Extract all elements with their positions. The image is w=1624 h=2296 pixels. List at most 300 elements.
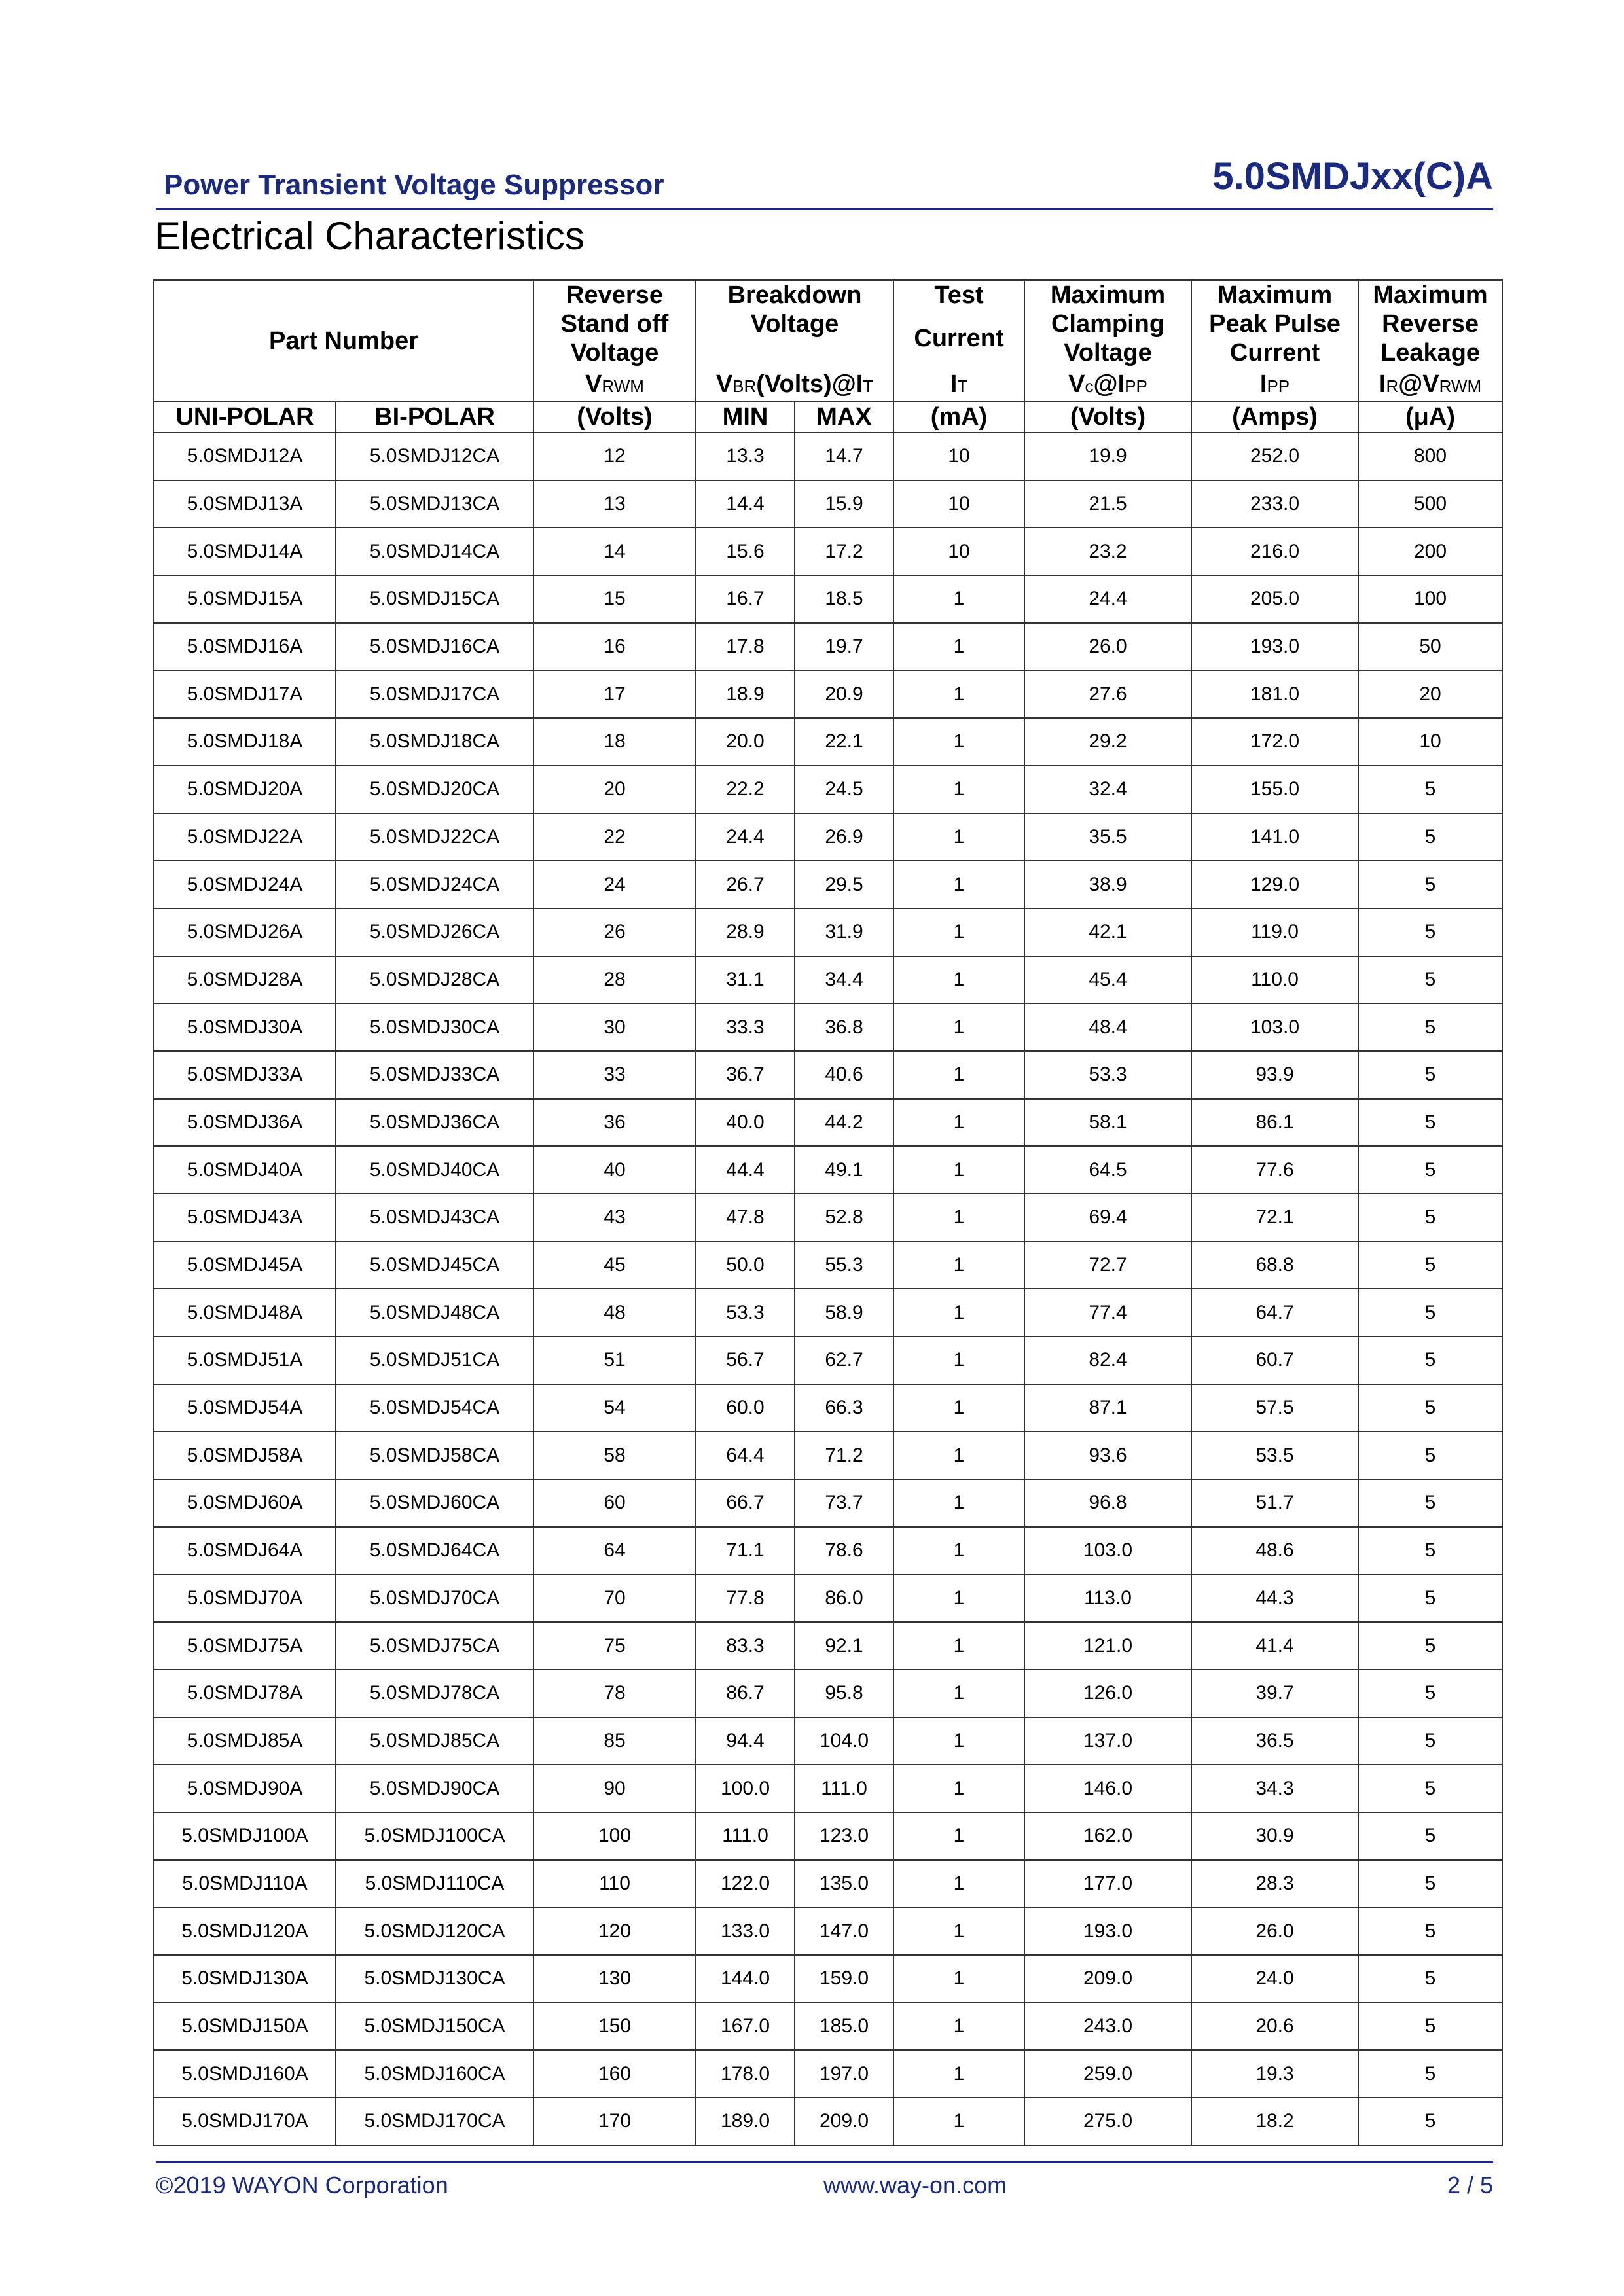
cell-ir: 5	[1358, 1765, 1502, 1812]
cell-uni-polar: 5.0SMDJ85A	[154, 1717, 336, 1765]
cell-uni-polar: 5.0SMDJ160A	[154, 2050, 336, 2098]
cell-ir: 100	[1358, 575, 1502, 623]
cell-vc: 77.4	[1024, 1289, 1191, 1336]
cell-vbr-min: 36.7	[696, 1051, 795, 1099]
cell-ir: 5	[1358, 1717, 1502, 1765]
cell-vbr-min: 28.9	[696, 908, 795, 956]
it-sym: I	[950, 370, 958, 398]
cell-vc: 35.5	[1024, 814, 1191, 861]
cell-bi-polar: 5.0SMDJ18CA	[336, 718, 533, 766]
cell-it: 1	[893, 718, 1024, 766]
cell-vrwm: 58	[533, 1431, 696, 1479]
cell-it: 1	[893, 1575, 1024, 1623]
cell-vbr-max: 26.9	[795, 814, 893, 861]
cell-bi-polar: 5.0SMDJ160CA	[336, 2050, 533, 2098]
cell-vbr-min: 178.0	[696, 2050, 795, 2098]
table-row	[154, 1479, 1502, 1527]
cell-it: 1	[893, 766, 1024, 814]
cell-uni-polar: 5.0SMDJ60A	[154, 1479, 336, 1527]
cell-vbr-max: 34.4	[795, 956, 893, 1004]
cell-vbr-min: 13.3	[696, 433, 795, 480]
table-row	[154, 861, 1502, 908]
cell-ipp: 119.0	[1191, 908, 1358, 956]
cell-vrwm: 22	[533, 814, 696, 861]
vbr-l1: Breakdown	[727, 281, 862, 309]
cell-ipp: 26.0	[1191, 1907, 1358, 1955]
cell-vbr-max: 95.8	[795, 1670, 893, 1717]
cell-uni-polar: 5.0SMDJ45A	[154, 1242, 336, 1289]
cell-ipp: 72.1	[1191, 1194, 1358, 1242]
cell-vbr-max: 159.0	[795, 1955, 893, 2003]
cell-vbr-min: 47.8	[696, 1194, 795, 1242]
cell-vc: 69.4	[1024, 1194, 1191, 1242]
cell-vrwm: 36	[533, 1099, 696, 1147]
cell-vbr-min: 22.2	[696, 766, 795, 814]
ipp-sym: I	[1259, 370, 1267, 398]
cell-bi-polar: 5.0SMDJ170CA	[336, 2098, 533, 2145]
cell-vbr-min: 40.0	[696, 1099, 795, 1147]
cell-ipp: 20.6	[1191, 2003, 1358, 2051]
cell-vbr-max: 197.0	[795, 2050, 893, 2098]
cell-vrwm: 120	[533, 1907, 696, 1955]
cell-it: 1	[893, 623, 1024, 671]
cell-it: 1	[893, 1955, 1024, 2003]
cell-ipp: 39.7	[1191, 1670, 1358, 1717]
cell-vrwm: 78	[533, 1670, 696, 1717]
ipp-l1: Maximum	[1217, 281, 1333, 309]
cell-ipp: 233.0	[1191, 480, 1358, 528]
cell-vrwm: 26	[533, 908, 696, 956]
cell-ipp: 30.9	[1191, 1812, 1358, 1860]
cell-uni-polar: 5.0SMDJ33A	[154, 1051, 336, 1099]
cell-it: 10	[893, 528, 1024, 575]
cell-vc: 275.0	[1024, 2098, 1191, 2145]
ir-l3: Leakage	[1380, 339, 1481, 367]
unit-vc: (Volts)	[1024, 401, 1191, 433]
table-body	[154, 433, 1502, 2145]
cell-vc: 19.9	[1024, 433, 1191, 480]
cell-ipp: 60.7	[1191, 1336, 1358, 1384]
cell-vbr-max: 52.8	[795, 1194, 893, 1242]
cell-vc: 38.9	[1024, 861, 1191, 908]
cell-vbr-max: 55.3	[795, 1242, 893, 1289]
cell-vbr-max: 92.1	[795, 1622, 893, 1670]
cell-vrwm: 12	[533, 433, 696, 480]
electrical-characteristics-table	[153, 279, 1503, 2146]
cell-it: 1	[893, 956, 1024, 1004]
cell-vrwm: 15	[533, 575, 696, 623]
unit-ipp: (Amps)	[1191, 401, 1358, 433]
cell-vc: 82.4	[1024, 1336, 1191, 1384]
cell-vbr-min: 86.7	[696, 1670, 795, 1717]
cell-vbr-min: 83.3	[696, 1622, 795, 1670]
table-row	[154, 1336, 1502, 1384]
cell-vbr-max: 36.8	[795, 1003, 893, 1051]
cell-uni-polar: 5.0SMDJ54A	[154, 1384, 336, 1432]
cell-uni-polar: 5.0SMDJ130A	[154, 1955, 336, 2003]
cell-vbr-max: 147.0	[795, 1907, 893, 1955]
cell-vbr-min: 17.8	[696, 623, 795, 671]
cell-vrwm: 70	[533, 1575, 696, 1623]
cell-ipp: 44.3	[1191, 1575, 1358, 1623]
cell-vrwm: 150	[533, 2003, 696, 2051]
cell-vbr-max: 20.9	[795, 670, 893, 718]
cell-vbr-min: 167.0	[696, 2003, 795, 2051]
table-row	[154, 1289, 1502, 1336]
cell-it: 1	[893, 861, 1024, 908]
cell-ir: 800	[1358, 433, 1502, 480]
cell-vbr-min: 189.0	[696, 2098, 795, 2145]
table-row	[154, 528, 1502, 575]
cell-it: 1	[893, 908, 1024, 956]
cell-ir: 200	[1358, 528, 1502, 575]
cell-vc: 32.4	[1024, 766, 1191, 814]
cell-vbr-min: 111.0	[696, 1812, 795, 1860]
unit-ir: (μA)	[1358, 401, 1502, 433]
header-part-number: Part Number	[154, 280, 533, 401]
cell-ipp: 57.5	[1191, 1384, 1358, 1432]
footer-copyright: ©2019 WAYON Corporation	[156, 2172, 448, 2198]
cell-it: 1	[893, 1527, 1024, 1575]
it-l1: Test	[934, 281, 984, 309]
cell-vbr-max: 73.7	[795, 1479, 893, 1527]
cell-vbr-min: 71.1	[696, 1527, 795, 1575]
cell-bi-polar: 5.0SMDJ130CA	[336, 1955, 533, 2003]
table-row	[154, 2050, 1502, 2098]
cell-ir: 5	[1358, 2003, 1502, 2051]
cell-bi-polar: 5.0SMDJ40CA	[336, 1146, 533, 1194]
cell-vbr-min: 14.4	[696, 480, 795, 528]
cell-vrwm: 170	[533, 2098, 696, 2145]
cell-uni-polar: 5.0SMDJ22A	[154, 814, 336, 861]
cell-vbr-min: 16.7	[696, 575, 795, 623]
cell-it: 1	[893, 1146, 1024, 1194]
cell-ir: 5	[1358, 1431, 1502, 1479]
cell-it: 1	[893, 1907, 1024, 1955]
cell-vc: 103.0	[1024, 1527, 1191, 1575]
cell-vbr-min: 56.7	[696, 1336, 795, 1384]
cell-vbr-max: 71.2	[795, 1431, 893, 1479]
cell-it: 1	[893, 1479, 1024, 1527]
cell-vbr-max: 19.7	[795, 623, 893, 671]
cell-it: 1	[893, 1670, 1024, 1717]
cell-vc: 96.8	[1024, 1479, 1191, 1527]
cell-ir: 5	[1358, 2050, 1502, 2098]
cell-uni-polar: 5.0SMDJ43A	[154, 1194, 336, 1242]
cell-vc: 126.0	[1024, 1670, 1191, 1717]
table-row	[154, 814, 1502, 861]
cell-uni-polar: 5.0SMDJ48A	[154, 1289, 336, 1336]
cell-vc: 72.7	[1024, 1242, 1191, 1289]
cell-vrwm: 75	[533, 1622, 696, 1670]
ir-sub-a: R	[1386, 376, 1399, 396]
header-divider	[156, 208, 1493, 210]
table-row	[154, 1765, 1502, 1812]
cell-vbr-max: 78.6	[795, 1527, 893, 1575]
cell-vrwm: 40	[533, 1146, 696, 1194]
cell-vrwm: 18	[533, 718, 696, 766]
cell-ipp: 155.0	[1191, 766, 1358, 814]
cell-vbr-min: 122.0	[696, 1860, 795, 1908]
cell-vbr-min: 24.4	[696, 814, 795, 861]
cell-vc: 21.5	[1024, 480, 1191, 528]
cell-bi-polar: 5.0SMDJ150CA	[336, 2003, 533, 2051]
cell-bi-polar: 5.0SMDJ90CA	[336, 1765, 533, 1812]
cell-ir: 20	[1358, 670, 1502, 718]
table-row	[154, 718, 1502, 766]
cell-vrwm: 85	[533, 1717, 696, 1765]
cell-it: 10	[893, 480, 1024, 528]
cell-ipp: 53.5	[1191, 1431, 1358, 1479]
cell-bi-polar: 5.0SMDJ20CA	[336, 766, 533, 814]
cell-it: 10	[893, 433, 1024, 480]
cell-ir: 500	[1358, 480, 1502, 528]
cell-bi-polar: 5.0SMDJ70CA	[336, 1575, 533, 1623]
cell-vrwm: 160	[533, 2050, 696, 2098]
cell-uni-polar: 5.0SMDJ90A	[154, 1765, 336, 1812]
header-subtitle: Power Transient Voltage Suppressor	[164, 169, 664, 201]
cell-ipp: 205.0	[1191, 575, 1358, 623]
cell-vbr-max: 111.0	[795, 1765, 893, 1812]
cell-uni-polar: 5.0SMDJ12A	[154, 433, 336, 480]
cell-ipp: 19.3	[1191, 2050, 1358, 2098]
cell-vrwm: 51	[533, 1336, 696, 1384]
cell-ir: 5	[1358, 1003, 1502, 1051]
cell-ipp: 68.8	[1191, 1242, 1358, 1289]
table-row	[154, 575, 1502, 623]
cell-vbr-min: 18.9	[696, 670, 795, 718]
cell-bi-polar: 5.0SMDJ58CA	[336, 1431, 533, 1479]
cell-ir: 5	[1358, 956, 1502, 1004]
ir-sym-b: @V	[1398, 370, 1439, 398]
cell-uni-polar: 5.0SMDJ100A	[154, 1812, 336, 1860]
cell-uni-polar: 5.0SMDJ51A	[154, 1336, 336, 1384]
cell-it: 1	[893, 2003, 1024, 2051]
cell-vc: 26.0	[1024, 623, 1191, 671]
table-row	[154, 2003, 1502, 2051]
footer-page-number: 2 / 5	[1447, 2172, 1493, 2198]
cell-bi-polar: 5.0SMDJ85CA	[336, 1717, 533, 1765]
cell-vc: 121.0	[1024, 1622, 1191, 1670]
cell-vc: 64.5	[1024, 1146, 1191, 1194]
cell-ir: 5	[1358, 1955, 1502, 2003]
cell-vbr-min: 53.3	[696, 1289, 795, 1336]
cell-it: 1	[893, 1336, 1024, 1384]
cell-bi-polar: 5.0SMDJ24CA	[336, 861, 533, 908]
table-row	[154, 1955, 1502, 2003]
cell-uni-polar: 5.0SMDJ30A	[154, 1003, 336, 1051]
cell-vc: 162.0	[1024, 1812, 1191, 1860]
cell-ir: 5	[1358, 1575, 1502, 1623]
cell-ir: 5	[1358, 1336, 1502, 1384]
cell-vc: 87.1	[1024, 1384, 1191, 1432]
cell-ir: 50	[1358, 623, 1502, 671]
cell-ipp: 93.9	[1191, 1051, 1358, 1099]
vbr-l2: Voltage	[750, 310, 839, 338]
table-row	[154, 1003, 1502, 1051]
cell-it: 1	[893, 1860, 1024, 1908]
cell-ipp: 24.0	[1191, 1955, 1358, 2003]
vc-l1: Maximum	[1050, 281, 1166, 309]
cell-bi-polar: 5.0SMDJ78CA	[336, 1670, 533, 1717]
table-row	[154, 623, 1502, 671]
cell-vrwm: 90	[533, 1765, 696, 1812]
cell-bi-polar: 5.0SMDJ60CA	[336, 1479, 533, 1527]
table-row	[154, 956, 1502, 1004]
cell-vc: 137.0	[1024, 1717, 1191, 1765]
cell-vbr-min: 66.7	[696, 1479, 795, 1527]
cell-vbr-min: 133.0	[696, 1907, 795, 1955]
cell-uni-polar: 5.0SMDJ24A	[154, 861, 336, 908]
cell-vc: 24.4	[1024, 575, 1191, 623]
cell-vbr-min: 50.0	[696, 1242, 795, 1289]
header-ipp	[1191, 280, 1358, 401]
cell-ipp: 181.0	[1191, 670, 1358, 718]
cell-ipp: 141.0	[1191, 814, 1358, 861]
cell-uni-polar: 5.0SMDJ70A	[154, 1575, 336, 1623]
cell-it: 1	[893, 2050, 1024, 2098]
cell-ir: 5	[1358, 2098, 1502, 2145]
cell-ir: 5	[1358, 1384, 1502, 1432]
cell-vrwm: 28	[533, 956, 696, 1004]
cell-uni-polar: 5.0SMDJ16A	[154, 623, 336, 671]
cell-vbr-min: 31.1	[696, 956, 795, 1004]
cell-ir: 5	[1358, 1242, 1502, 1289]
cell-ipp: 252.0	[1191, 433, 1358, 480]
cell-bi-polar: 5.0SMDJ48CA	[336, 1289, 533, 1336]
table-row	[154, 1146, 1502, 1194]
cell-bi-polar: 5.0SMDJ51CA	[336, 1336, 533, 1384]
table-row	[154, 908, 1502, 956]
table-row	[154, 1907, 1502, 1955]
cell-ipp: 36.5	[1191, 1717, 1358, 1765]
ir-l1: Maximum	[1373, 281, 1488, 309]
cell-ir: 5	[1358, 1289, 1502, 1336]
table-row	[154, 1670, 1502, 1717]
cell-vrwm: 100	[533, 1812, 696, 1860]
cell-vrwm: 30	[533, 1003, 696, 1051]
cell-vc: 29.2	[1024, 718, 1191, 766]
cell-ir: 5	[1358, 814, 1502, 861]
cell-vbr-min: 144.0	[696, 1955, 795, 2003]
vc-l2: Clamping	[1051, 310, 1165, 338]
cell-ipp: 41.4	[1191, 1622, 1358, 1670]
table-row	[154, 1527, 1502, 1575]
vc-sub-a: c	[1085, 376, 1094, 396]
table-row	[154, 1860, 1502, 1908]
cell-bi-polar: 5.0SMDJ110CA	[336, 1860, 533, 1908]
cell-vc: 58.1	[1024, 1099, 1191, 1147]
cell-ir: 5	[1358, 1099, 1502, 1147]
header-part-family: 5.0SMDJxx(C)A	[1212, 155, 1493, 198]
table-row	[154, 1242, 1502, 1289]
cell-it: 1	[893, 575, 1024, 623]
cell-ir: 5	[1358, 1860, 1502, 1908]
cell-vrwm: 110	[533, 1860, 696, 1908]
header-bi-polar: BI-POLAR	[336, 401, 533, 433]
cell-vrwm: 130	[533, 1955, 696, 2003]
cell-uni-polar: 5.0SMDJ17A	[154, 670, 336, 718]
table-row	[154, 670, 1502, 718]
cell-vc: 243.0	[1024, 2003, 1191, 2051]
cell-bi-polar: 5.0SMDJ12CA	[336, 433, 533, 480]
cell-vbr-min: 20.0	[696, 718, 795, 766]
cell-uni-polar: 5.0SMDJ75A	[154, 1622, 336, 1670]
table-row	[154, 1099, 1502, 1147]
cell-vbr-min: 26.7	[696, 861, 795, 908]
cell-ipp: 172.0	[1191, 718, 1358, 766]
cell-uni-polar: 5.0SMDJ64A	[154, 1527, 336, 1575]
cell-vrwm: 16	[533, 623, 696, 671]
cell-it: 1	[893, 1289, 1024, 1336]
table-row	[154, 1051, 1502, 1099]
table-row	[154, 1384, 1502, 1432]
cell-vrwm: 48	[533, 1289, 696, 1336]
cell-bi-polar: 5.0SMDJ43CA	[336, 1194, 533, 1242]
cell-uni-polar: 5.0SMDJ120A	[154, 1907, 336, 1955]
cell-ipp: 216.0	[1191, 528, 1358, 575]
cell-uni-polar: 5.0SMDJ170A	[154, 2098, 336, 2145]
vrwm-sub: RWM	[602, 376, 644, 396]
vc-sym-a: V	[1068, 370, 1085, 398]
cell-vbr-max: 123.0	[795, 1812, 893, 1860]
table-row	[154, 1194, 1502, 1242]
cell-vbr-min: 77.8	[696, 1575, 795, 1623]
cell-ipp: 77.6	[1191, 1146, 1358, 1194]
cell-bi-polar: 5.0SMDJ120CA	[336, 1907, 533, 1955]
cell-it: 1	[893, 1099, 1024, 1147]
cell-bi-polar: 5.0SMDJ14CA	[336, 528, 533, 575]
cell-ir: 5	[1358, 1907, 1502, 1955]
cell-it: 1	[893, 1431, 1024, 1479]
header-vrwm	[533, 280, 696, 401]
vc-sym-b: @I	[1093, 370, 1125, 398]
cell-vbr-min: 33.3	[696, 1003, 795, 1051]
cell-ipp: 193.0	[1191, 623, 1358, 671]
cell-it: 1	[893, 1765, 1024, 1812]
ipp-l2: Peak Pulse	[1209, 310, 1341, 338]
cell-ir: 5	[1358, 1051, 1502, 1099]
cell-vc: 27.6	[1024, 670, 1191, 718]
cell-vrwm: 43	[533, 1194, 696, 1242]
cell-ipp: 18.2	[1191, 2098, 1358, 2145]
cell-vc: 45.4	[1024, 956, 1191, 1004]
cell-vbr-min: 100.0	[696, 1765, 795, 1812]
cell-vrwm: 13	[533, 480, 696, 528]
cell-uni-polar: 5.0SMDJ36A	[154, 1099, 336, 1147]
cell-uni-polar: 5.0SMDJ14A	[154, 528, 336, 575]
cell-uni-polar: 5.0SMDJ13A	[154, 480, 336, 528]
cell-uni-polar: 5.0SMDJ15A	[154, 575, 336, 623]
cell-bi-polar: 5.0SMDJ26CA	[336, 908, 533, 956]
table-row	[154, 766, 1502, 814]
cell-vbr-max: 62.7	[795, 1336, 893, 1384]
table-row	[154, 1717, 1502, 1765]
ir-l2: Reverse	[1382, 310, 1479, 338]
cell-vc: 23.2	[1024, 528, 1191, 575]
table-row	[154, 480, 1502, 528]
cell-vrwm: 20	[533, 766, 696, 814]
vbr-sym-a: V	[715, 370, 733, 398]
table-row	[154, 2098, 1502, 2145]
cell-it: 1	[893, 1812, 1024, 1860]
cell-ir: 5	[1358, 1146, 1502, 1194]
cell-vc: 53.3	[1024, 1051, 1191, 1099]
cell-ir: 5	[1358, 908, 1502, 956]
vbr-sym-b: (Volts)@I	[756, 370, 863, 398]
cell-ir: 5	[1358, 1622, 1502, 1670]
cell-bi-polar: 5.0SMDJ28CA	[336, 956, 533, 1004]
